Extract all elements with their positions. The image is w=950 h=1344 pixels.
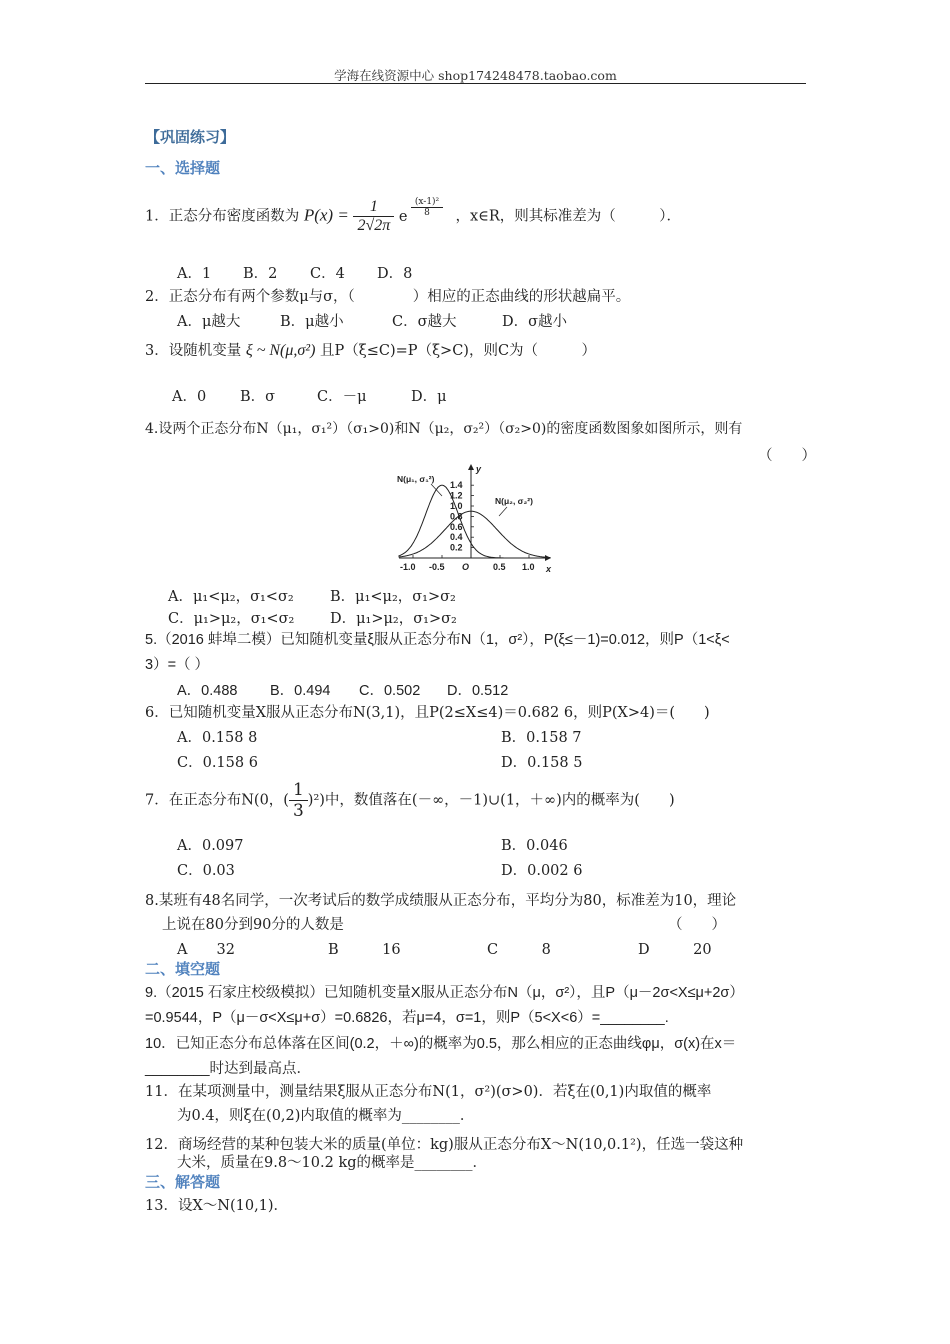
- question-13: 13．设X～N(10,1)．: [145, 1198, 289, 1214]
- x-tick-label--0.5: -0.5: [429, 562, 445, 572]
- q1-option-c[interactable]: C．4: [310, 266, 345, 282]
- q1-option-d[interactable]: D．8: [377, 266, 413, 282]
- q3-option-a[interactable]: A．0: [172, 389, 207, 405]
- q8-option-b[interactable]: B 16: [328, 942, 401, 958]
- q1-exponent: [411, 197, 443, 218]
- question-5-line2: 3）=（ ）: [145, 657, 210, 673]
- q7-option-d[interactable]: D．0.002 6: [501, 863, 583, 879]
- x-tick-label--1.0: -1.0: [400, 562, 416, 572]
- section-answer-title: 三、解答题: [145, 1173, 221, 1191]
- question-6: 6．已知随机变量X服从正态分布N(3,1)，且P(2≤X≤4)＝0.682 6，则P(X>4)＝( ): [145, 705, 710, 721]
- q1-exp-num: (x-1)²: [411, 197, 443, 208]
- x-tick-label-O: O: [462, 562, 470, 572]
- q1-exp-den: 8: [424, 207, 430, 218]
- curve-label-n1: N(μ₁, σ₁²): [397, 474, 435, 484]
- q1-prefix: 1．正态分布密度函数为: [145, 208, 300, 225]
- question-1: [145, 198, 681, 235]
- q1-suffix: ，x∈R，则其标准差为（ ）．: [455, 208, 682, 225]
- q8-answer-paren: （ ）: [668, 917, 726, 933]
- q3-prefix: 3．设随机变量: [145, 343, 242, 359]
- question-5-line1: 5.（2016 蚌埠二模）已知随机变量ξ服从正态分布N（1，σ²），P(ξ≤－1)=0.012，则P（1<ξ<: [145, 632, 730, 648]
- q7-option-b[interactable]: B．0.046: [501, 838, 568, 854]
- q4-answer-paren: （ ）: [758, 448, 816, 464]
- q8-option-d[interactable]: D 20: [638, 942, 712, 958]
- q7-suffix: )²)中，数值落在(－∞，－1)∪(1，＋∞)内的概率为( ): [307, 792, 675, 809]
- q4-option-b[interactable]: B．μ₁<μ₂，σ₁>σ₂: [330, 589, 456, 605]
- question-11-line1: 11．在某项测量中，测量结果ξ服从正态分布N(1，σ²)(σ>0)．若ξ在(0,1)内取值的概率: [145, 1084, 712, 1100]
- q8-option-c[interactable]: C 8: [487, 942, 551, 958]
- y-tick-label-1.2: 1.2: [450, 490, 463, 501]
- q1-fraction: [353, 198, 394, 235]
- q7-frac-den: 3: [292, 801, 304, 821]
- x-axis-label: x: [546, 564, 552, 574]
- question-4: 4.设两个正态分布N（μ₁，σ₁²）（σ₁>0)和N（μ₂，σ₂²）（σ₂>0)的密度函数图象如图所示，则有: [145, 421, 743, 437]
- q2-option-a[interactable]: A．μ越大: [177, 314, 241, 330]
- exercise-title: 【巩固练习】: [145, 128, 236, 146]
- q5-option-c[interactable]: C．0.502: [359, 683, 421, 699]
- q4-option-d[interactable]: D．μ₁>μ₂，σ₁>σ₂: [330, 611, 457, 627]
- q3-formula: ξ ~ N(μ,σ²): [245, 342, 316, 359]
- curve-label-n2: N(μ₂, σ₂²): [495, 496, 533, 506]
- q3-option-d[interactable]: D．μ: [411, 389, 447, 405]
- q5-option-d[interactable]: D．0.512: [447, 683, 509, 699]
- q4-option-a[interactable]: A．μ₁<μ₂，σ₁<σ₂: [168, 589, 294, 605]
- q1-frac-den: 2√2π: [357, 217, 391, 234]
- q1-px: P(x) =: [303, 205, 349, 225]
- header-rule: [145, 83, 806, 84]
- curve-label-n2-leader: [499, 507, 507, 516]
- q1-frac-num: 1: [353, 198, 394, 217]
- q1-exp-base: e: [398, 208, 408, 225]
- q1-option-a[interactable]: A．1: [177, 266, 212, 282]
- q7-option-a[interactable]: A．0.097: [177, 838, 244, 854]
- x-tick-label-1.0: 1.0: [522, 562, 535, 572]
- question-7: [145, 780, 675, 821]
- q6-option-b[interactable]: B．0.158 7: [501, 730, 582, 746]
- question-11-line2: 为0.4，则ξ在(0,2)内取值的概率为________．: [177, 1108, 475, 1124]
- y-axis-arrow: [468, 464, 474, 470]
- q2-option-d[interactable]: D．σ越小: [502, 314, 568, 330]
- normal-curves-chart: [395, 462, 560, 576]
- q3-suffix: 且P（ξ≤C)=P（ξ>C)，则C为（ ）: [320, 343, 597, 359]
- q1-option-b[interactable]: B．2: [243, 266, 278, 282]
- question-8-line1: 8.某班有48名同学，一次考试后的数学成绩服从正态分布，平均分为80，标准差为10，理论: [145, 893, 737, 909]
- question-12-line1: 12．商场经营的某种包装大米的质量(单位：kg)服从正态分布X～N(10,0.1²)，任选一袋这种: [145, 1137, 744, 1153]
- y-tick-label-0.6: 0.6: [450, 521, 463, 532]
- y-tick-label-0.4: 0.4: [450, 532, 463, 543]
- q2-option-b[interactable]: B．μ越小: [280, 314, 344, 330]
- section-fill-title: 二、填空题: [145, 960, 221, 978]
- question-10-line2: ________时达到最高点．: [145, 1061, 312, 1077]
- question-9-line2: =0.9544，P（μ－σ<X≤μ+σ）=0.6826，若μ=4，σ=1，则P（5<X<6）=________.: [145, 1010, 669, 1026]
- question-9-line1: 9.（2015 石家庄校级模拟）已知随机变量X服从正态分布N（μ，σ²），且P（μ－2σ<X≤μ+2σ）: [145, 985, 744, 1001]
- y-tick-label-1.4: 1.4: [450, 480, 463, 491]
- x-tick-label-0.5: 0.5: [493, 562, 506, 572]
- q7-option-c[interactable]: C．0.03: [177, 863, 235, 879]
- y-axis-label: y: [476, 464, 482, 474]
- q6-option-a[interactable]: A．0.158 8: [177, 730, 258, 746]
- question-2: 2．正态分布有两个参数μ与σ，（ ）相应的正态曲线的形状越扁平。: [145, 289, 631, 305]
- q3-option-c[interactable]: C．－μ: [317, 389, 367, 405]
- q8-option-a[interactable]: A 32: [177, 942, 235, 958]
- question-10-line1: 10．已知正态分布总体落在区间(0.2，＋∞)的概率为0.5，那么相应的正态曲线φμ，σ(x)在x＝: [145, 1036, 737, 1052]
- q6-option-d[interactable]: D．0.158 5: [501, 755, 583, 771]
- q5-option-a[interactable]: A．0.488: [177, 683, 238, 699]
- q6-option-c[interactable]: C．0.158 6: [177, 755, 258, 771]
- q5-option-b[interactable]: B．0.494: [270, 683, 331, 699]
- y-tick-label-1.0: 1.0: [450, 501, 463, 511]
- y-tick-label-0.2: 0.2: [450, 542, 463, 553]
- q4-option-c[interactable]: C．μ₁>μ₂，σ₁<σ₂: [168, 611, 295, 627]
- section-choice-title: 一、选择题: [145, 159, 221, 177]
- question-8-line2: 上说在80分到90分的人数是: [162, 917, 344, 933]
- y-tick-label-0.8: 0.8: [450, 511, 463, 522]
- page-header: 学海在线资源中心 shop174248478.taobao.com: [334, 68, 617, 83]
- question-12-line2: 大米，质量在9.8～10.2 kg的概率是________．: [177, 1155, 488, 1171]
- q7-frac-num: 1: [289, 780, 308, 801]
- curve-n2: [399, 511, 551, 557]
- q7-fraction: [289, 780, 308, 821]
- q7-prefix: 7．在正态分布N(0，(: [145, 792, 289, 809]
- q3-option-b[interactable]: B．σ: [240, 389, 276, 405]
- question-3: [145, 339, 596, 360]
- q2-option-c[interactable]: C．σ越大: [392, 314, 457, 330]
